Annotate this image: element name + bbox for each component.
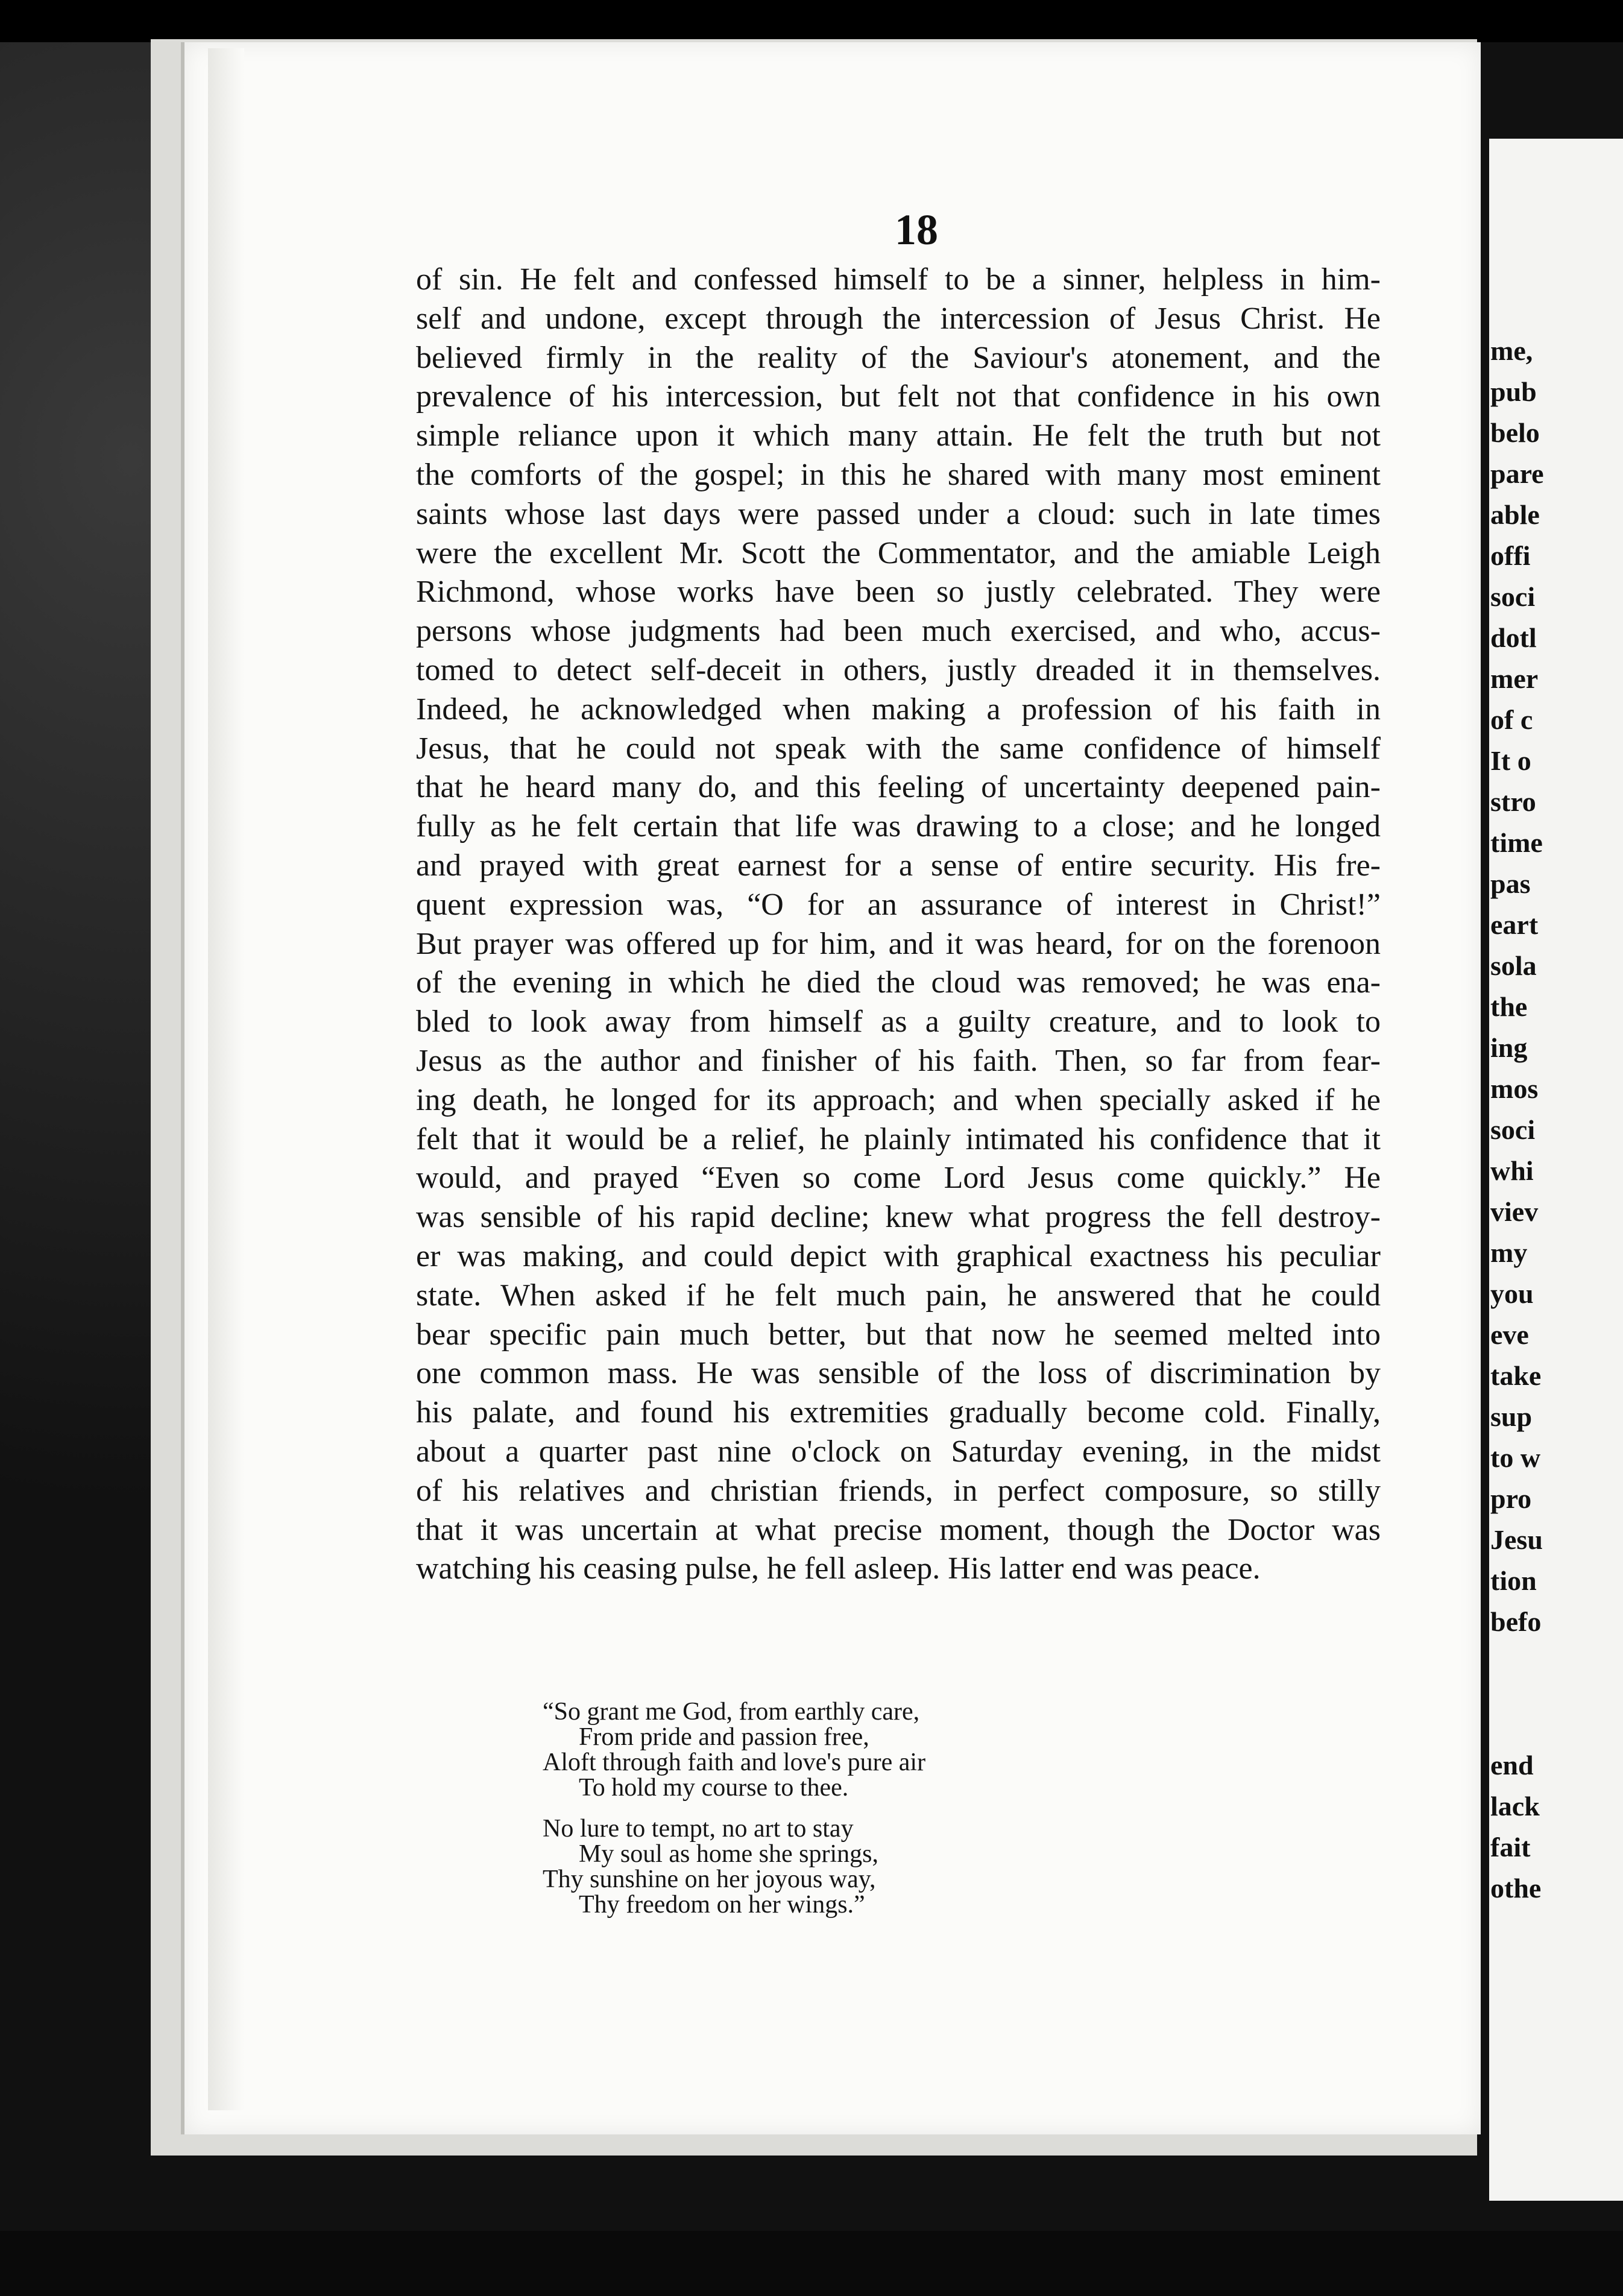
- poem-line: To hold my course to thee.: [579, 1774, 849, 1802]
- body-text: [416, 260, 1381, 1589]
- scan-bottom-edge: [0, 2231, 1623, 2296]
- facing-page-line: stro: [1490, 786, 1536, 817]
- text-line: one common mass. He was sensible of the loss of discrimination by: [416, 1356, 1381, 1391]
- facing-page-line: whi: [1490, 1155, 1534, 1186]
- facing-page-line: my: [1490, 1237, 1528, 1268]
- text-line: fully as he felt certain that life was drawing to a close; and he longed: [416, 809, 1381, 844]
- facing-page-line: take: [1490, 1360, 1542, 1391]
- facing-page-line: mos: [1490, 1073, 1539, 1104]
- text-line: about a quarter past nine o'clock on Saturday evening, in the midst: [416, 1434, 1381, 1469]
- text-line: of his relatives and christian friends, in perfect composure, so stilly: [416, 1473, 1381, 1508]
- text-line: would, and prayed “Even so come Lord Jesus come quickly.” He: [416, 1161, 1381, 1196]
- text-line: Richmond, whose works have been so justly celebrated. They were: [416, 575, 1381, 610]
- facing-page-line: othe: [1490, 1873, 1542, 1903]
- text-line: and prayed with great earnest for a sense of entire security. His fre-: [416, 848, 1381, 883]
- text-line: were the excellent Mr. Scott the Commentator, and the amiable Leigh: [416, 535, 1381, 570]
- facing-page-line: belo: [1490, 417, 1540, 448]
- text-line: persons whose judgments had been much exercised, and who, accus-: [416, 614, 1381, 649]
- facing-page-line: soci: [1490, 581, 1536, 612]
- poem-line: Thy freedom on her wings.”: [579, 1891, 865, 1919]
- facing-page-line: eart: [1490, 909, 1539, 940]
- text-line: But prayer was offered up for him, and it was heard, for on the forenoon: [416, 926, 1381, 961]
- text-line: Jesus, that he could not speak with the same confidence of himself: [416, 731, 1381, 766]
- text-line: saints whose last days were passed under a cloud: such in late times: [416, 496, 1381, 531]
- facing-page-line: sola: [1490, 950, 1537, 981]
- facing-page-line: mer: [1490, 663, 1539, 694]
- text-line: that he heard many do, and this feeling of uncertainty deepened pain-: [416, 770, 1381, 805]
- facing-page-line: to w: [1490, 1442, 1541, 1473]
- text-line: the comforts of the gospel; in this he shared with many most eminent: [416, 457, 1381, 492]
- facing-page-line: pare: [1490, 458, 1544, 489]
- text-line: Indeed, he acknowledged when making a profession of his faith in: [416, 692, 1381, 727]
- text-line: simple reliance upon it which many attain. He felt the truth but not: [416, 418, 1381, 453]
- text-line: bear specific pain much better, but that now he seemed melted into: [416, 1317, 1381, 1352]
- facing-page-line: tion: [1490, 1565, 1537, 1596]
- facing-page-line: pro: [1490, 1483, 1532, 1514]
- facing-page-line: able: [1490, 499, 1540, 530]
- facing-page-line: viev: [1490, 1196, 1539, 1227]
- page-gutter: [208, 48, 244, 2110]
- facing-page-line: sup: [1490, 1401, 1533, 1432]
- text-line: felt that it would be a relief, he plainly intimated his confidence that it: [416, 1121, 1381, 1156]
- facing-page-line: befo: [1490, 1606, 1542, 1637]
- facing-page-line: you: [1490, 1278, 1534, 1309]
- page-number: 18: [895, 206, 938, 254]
- text-line: of sin. He felt and confessed himself to be a sinner, helpless in him-: [416, 262, 1381, 297]
- facing-page-line: dotl: [1490, 622, 1537, 653]
- text-line: of the evening in which he died the cloud was removed; he was ena-: [416, 965, 1381, 1000]
- poem-line: “So grant me God, from earthly care,: [543, 1698, 920, 1726]
- poem-line: Aloft through faith and love's pure air: [543, 1749, 926, 1776]
- text-line: that it was uncertain at what precise moment, though the Doctor was: [416, 1512, 1381, 1547]
- facing-page-line: me,: [1490, 335, 1533, 366]
- text-line: Jesus as the author and finisher of his faith. Then, so far from fear-: [416, 1043, 1381, 1078]
- facing-page-line: time: [1490, 827, 1543, 858]
- text-line: was sensible of his rapid decline; knew what progress the fell destroy-: [416, 1200, 1381, 1235]
- facing-page-line: fait: [1490, 1832, 1531, 1862]
- text-line: er was making, and could depict with graphical exactness his peculiar: [416, 1238, 1381, 1273]
- facing-page-line: end: [1490, 1750, 1534, 1780]
- facing-page-line: soci: [1490, 1114, 1536, 1145]
- poem-line: From pride and passion free,: [579, 1723, 869, 1751]
- facing-page-gap: [1490, 1642, 1623, 1745]
- facing-page-line: Jesu: [1490, 1524, 1543, 1555]
- facing-page-line: pas: [1490, 868, 1531, 899]
- facing-page-line: lack: [1490, 1791, 1540, 1821]
- facing-page-line: offi: [1490, 540, 1531, 571]
- facing-page-line: eve: [1490, 1319, 1529, 1350]
- stanza-gap: [543, 1800, 1037, 1816]
- facing-page-line: the: [1490, 991, 1528, 1022]
- text-line: tomed to detect self-deceit in others, justly dreaded it in themselves.: [416, 652, 1381, 687]
- poem-line: No lure to tempt, no art to stay: [543, 1815, 854, 1843]
- text-line: prevalence of his intercession, but felt not that confidence in his own: [416, 379, 1381, 414]
- facing-page-text: [1490, 330, 1623, 1909]
- poem-line: Thy sunshine on her joyous way,: [543, 1866, 876, 1893]
- text-line: state. When asked if he felt much pain, he answered that he could: [416, 1278, 1381, 1313]
- text-line: bled to look away from himself as a guilty creature, and to look to: [416, 1004, 1381, 1039]
- facing-page-line: ing: [1490, 1032, 1528, 1063]
- facing-page-line: pub: [1490, 376, 1537, 407]
- facing-page-line: It o: [1490, 745, 1531, 776]
- facing-page-line: of c: [1490, 704, 1533, 735]
- text-line: quent expression was, “O for an assurance of interest in Christ!”: [416, 887, 1381, 922]
- text-line: ing death, he longed for its approach; and when specially asked if he: [416, 1082, 1381, 1117]
- text-line: watching his ceasing pulse, he fell asleep. His latter end was peace.: [416, 1551, 1261, 1586]
- text-line: believed firmly in the reality of the Saviour's atonement, and the: [416, 340, 1381, 375]
- poem-line: My soul as home she springs,: [579, 1840, 878, 1868]
- text-line: his palate, and found his extremities gradually become cold. Finally,: [416, 1395, 1381, 1430]
- text-line: self and undone, except through the intercession of Jesus Christ. He: [416, 301, 1381, 336]
- poem: [543, 1699, 1037, 1917]
- scan-top-edge: [0, 0, 1623, 42]
